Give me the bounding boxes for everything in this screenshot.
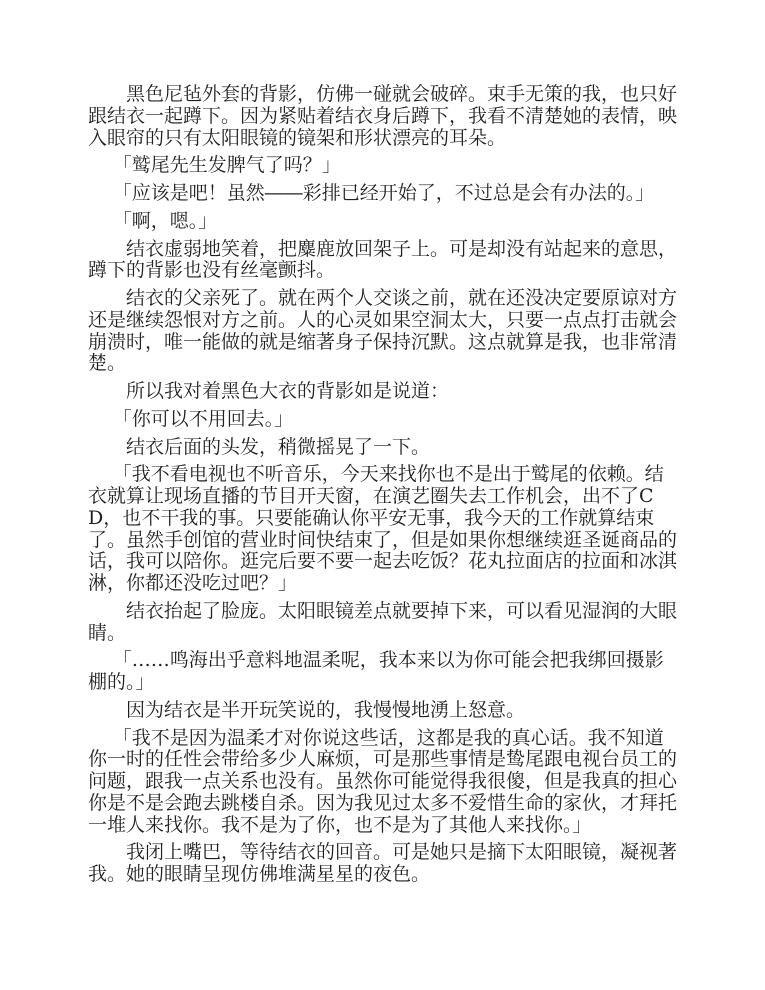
dialogue-paragraph: 「……鸣海出乎意料地温柔呢，我本来以为你可能会把我绑回摄影棚的。」 bbox=[88, 649, 664, 693]
narration-paragraph: 因为结衣是半开玩笑说的，我慢慢地湧上怒意。 bbox=[126, 698, 526, 721]
narration-paragraph: 结衣后面的头发，稍微摇晃了一下。 bbox=[126, 435, 431, 458]
narration-paragraph: 我闭上嘴巴，等待结衣的回音。可是她只是摘下太阳眼镜，凝视著我。她的眼睛呈现仿佛堆满星星的夜色。 bbox=[88, 841, 678, 885]
narration-paragraph: 结衣抬起了脸庞。太阳眼镜差点就要掉下来，可以看见湿润的大眼睛。 bbox=[88, 599, 678, 644]
text-column bbox=[88, 84, 678, 892]
dialogue-paragraph: 「我不看电视也不听音乐，今天来找你也不是出于鹫尾的依赖。结衣就算让现场直播的节目开天窗，在演艺圈失去工作机会，出不了CD，也不干我的事。只要能确认你平安无事，我今天的工作就算结束了。虽然手创馆的营业时间快结束了，但是如果你想继续逛圣诞商品的话，我可以陪你。逛完后要不要一起去吃饭？花丸拉面店的拉面和冰淇淋，你都还没吃过吧？」 bbox=[88, 463, 678, 594]
dialogue-paragraph: 「你可以不用回去。」 bbox=[112, 407, 294, 430]
narration-paragraph: 结衣的父亲死了。就在两个人交谈之前，就在还没决定要原谅对方还是继续怨恨对方之前。人的心灵如果空洞太大，只要一点点打击就会崩溃时，唯一能做的就是缩著身子保持沉默。这点就算是我，也非常清楚。 bbox=[88, 287, 678, 375]
dialogue-paragraph: 「应该是吧！虽然――彩排已经开始了，不过总是会有办法的。」 bbox=[112, 182, 655, 204]
narration-paragraph: 所以我对着黑色大衣的背影如是说道： bbox=[126, 380, 450, 402]
dialogue-paragraph: 「啊，嗯。」 bbox=[112, 209, 218, 232]
narration-paragraph: 黑色尼毡外套的背影，仿佛一碰就会破碎。束手无策的我，也只好跟结衣一起蹲下。因为紧贴着结衣身后蹲下，我看不清楚她的表情，映入眼帘的只有太阳眼镜的镜架和形状漂亮的耳朵。 bbox=[88, 83, 678, 149]
narration-paragraph: 结衣虚弱地笑着，把麋鹿放回架子上。可是却没有站起来的意思，蹲下的背影也没有丝毫颤抖。 bbox=[88, 237, 678, 282]
dialogue-paragraph: 「鹫尾先生发脾气了吗？」 bbox=[112, 154, 341, 177]
dialogue-paragraph: 「我不是因为温柔才对你说这些话，这都是我的真心话。我不知道你一时的任性会带给多少人麻烦，可是那些事情是鸷尾跟电视台员工的问题，跟我一点关系也没有。虽然你可能觉得我很傻，但是我真的担心你是不是会跑去跳楼自杀。因为我见过太多不爱惜生命的家伙，才拜托一堆人来找你。我不是为了你，也不是为了其他人来找你。」 bbox=[88, 726, 678, 836]
